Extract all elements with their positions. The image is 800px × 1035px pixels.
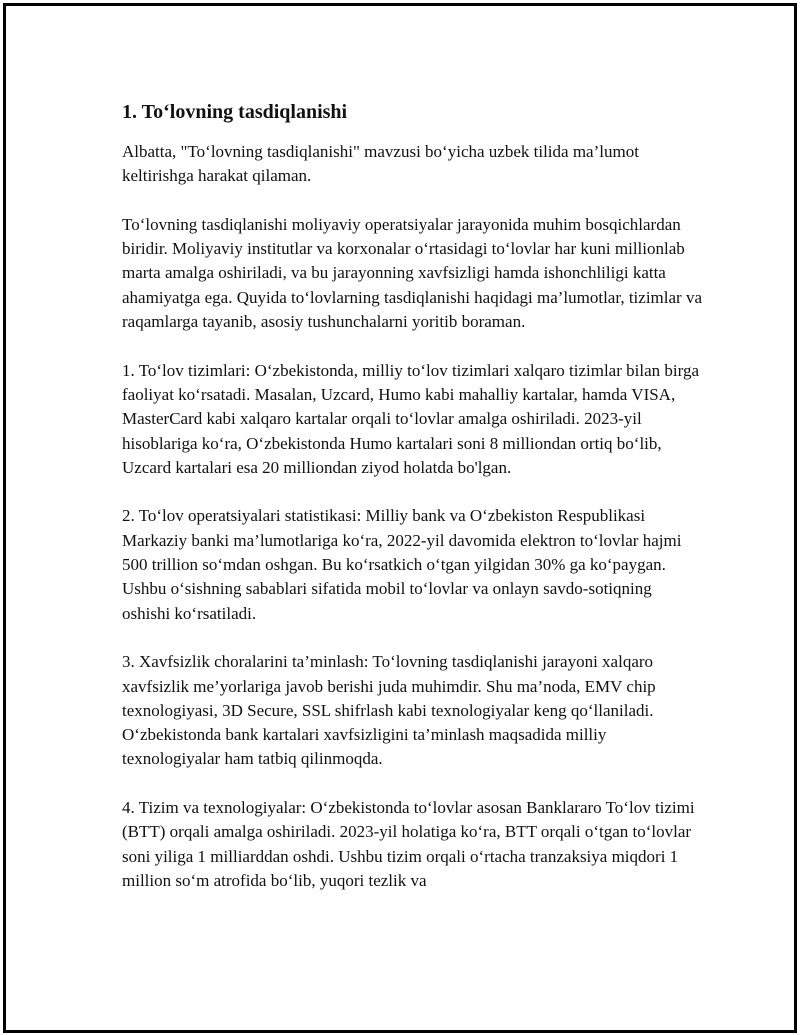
- document-body: [122, 99, 702, 918]
- paragraph-intro: Albatta, "To‘lovning tasdiqlanishi" mavzusi bo‘yicha uzbek tilida ma’lumot keltirishga harakat qilaman.: [122, 142, 639, 186]
- paragraph-payment-systems: 1. To‘lov tizimlari: O‘zbekistonda, milliy to‘lov tizimlari xalqaro tizimlar bilan birga faoliyat ko‘rsatadi. Masalan, Uzcard, Humo kabi mahalliy kartalar, hamda VISA, MasterCard kabi xalqaro kartalar orqali to‘lovlar amalga oshiriladi. 2023-yil hisoblariga ko‘ra, O‘zbekistonda Humo kartalari soni 8 milliondan ortiq bo‘lib, Uzcard kartalari esa 20 milliondan ziyod holatda bo'lgan.: [122, 360, 699, 477]
- paragraph-statistics: 2. To‘lov operatsiyalari statistikasi: Milliy bank va O‘zbekiston Respublikasi Markaziy banki ma’lumotlariga ko‘ra, 2022-yil davomida elektron to‘lovlar hajmi 500 trillion so‘mdan oshgan. Bu ko‘rsatkich o‘tgan yilgidan 30% ga ko‘paygan. Ushbu o‘sishning sabablari sifatida mobil to‘lovlar va onlayn savdo-sotiqning oshishi ko‘rsatiladi.: [122, 506, 682, 623]
- paragraph-security: 3. Xavfsizlik choralarini ta’minlash: To‘lovning tasdiqlanishi jarayoni xalqaro xavfsizlik me’yorlariga javob berishi juda muhimdir. Shu ma’noda, EMV chip texnologiyasi, 3D Secure, SSL shifrlash kabi texnologiyalar keng qo‘llaniladi. O‘zbekistonda bank kartalari xavfsizligini ta’minlash maqsadida milliy texnologiyalar ham tatbiq qilinmoqda.: [122, 652, 656, 769]
- paragraph-overview: To‘lovning tasdiqlanishi moliyaviy operatsiyalar jarayonida muhim bosqichlardan biridir. Moliyaviy institutlar va korxonalar o‘rtasidagi to‘lovlar har kuni millionlab marta amalga oshiriladi, va bu jarayonning xavfsizligi hamda ishonchliligi katta ahamiyatga ega. Quyida to‘lovlarning tasdiqlanishi haqidagi ma’lumotlar, tizimlar va raqamlarga tayanib, asosiy tushunchalarni yoritib boraman.: [122, 214, 702, 332]
- section-heading: 1. To‘lovning tasdiqlanishi: [122, 101, 348, 123]
- paragraph-technologies: 4. Tizim va texnologiyalar: O‘zbekistonda to‘lovlar asosan Banklararo To‘lov tizimi (BTT) orqali amalga oshiriladi. 2023-yil holatiga ko‘ra, BTT orqali o‘tgan to‘lovlar soni yiliga 1 milliarddan oshdi. Ushbu tizim orqali o‘rtacha tranzaksiya miqdori 1 million so‘m atrofida bo‘lib, yuqori tezlik va: [122, 798, 695, 890]
- page-border: [3, 3, 797, 1033]
